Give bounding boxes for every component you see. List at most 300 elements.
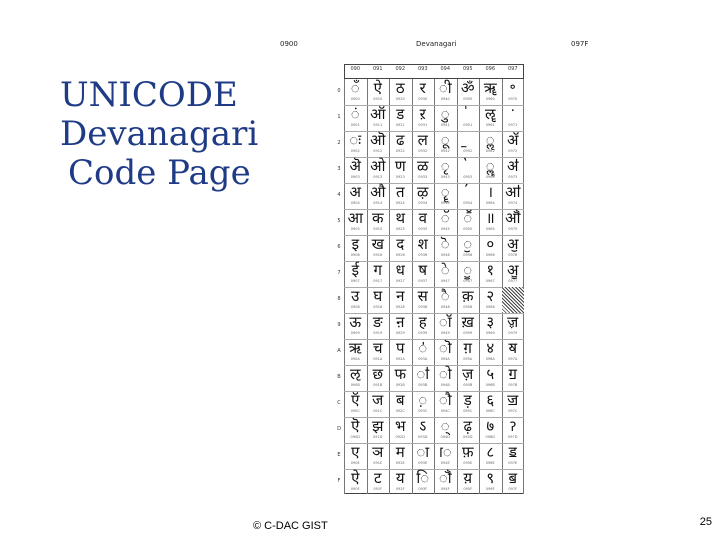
- slide-title: [60, 76, 320, 193]
- code-cell: [367, 469, 390, 495]
- glyph: ऱ: [419, 105, 426, 123]
- codepoint-label: 094F: [440, 487, 450, 491]
- codepoint-label: 095F: [463, 487, 473, 491]
- code-cell: [457, 131, 480, 157]
- glyph: ै: [440, 287, 450, 305]
- codepoint-label: 097B: [508, 383, 518, 387]
- glyph: २: [486, 287, 495, 305]
- glyph: ॥: [485, 209, 495, 227]
- code-cell: [434, 183, 457, 209]
- column-header: 092: [395, 66, 406, 72]
- codepoint-label: 0942: [440, 149, 450, 153]
- code-cell: [344, 261, 367, 287]
- code-cell: [434, 287, 457, 313]
- code-cell: [434, 209, 457, 235]
- codepoint-label: 0933: [418, 175, 428, 179]
- codepoint-label: 090A: [350, 357, 360, 361]
- code-cell: [434, 157, 457, 183]
- glyph: [457, 157, 480, 175]
- glyph: क़: [461, 287, 474, 305]
- codepoint-label: 0967: [485, 279, 495, 283]
- glyph: ऐ: [351, 469, 360, 487]
- code-cell: [367, 131, 390, 157]
- code-cell: [412, 79, 435, 105]
- glyph: य: [395, 469, 405, 487]
- code-cell: [344, 157, 367, 183]
- code-cell: [434, 261, 457, 287]
- row-label: B: [337, 374, 341, 380]
- code-cell: [367, 183, 390, 209]
- codepoint-label: 0957: [463, 279, 473, 283]
- glyph: आ: [347, 209, 363, 227]
- code-cell: [502, 235, 525, 261]
- codepoint-label: 0925: [395, 227, 405, 231]
- codepoint-label: 095E: [463, 461, 473, 465]
- codepoint-label: 0956: [463, 253, 473, 257]
- codepoint-label: 0907: [350, 279, 360, 283]
- code-cell: [344, 183, 367, 209]
- glyph: ॄ: [440, 183, 450, 201]
- glyph: ो: [438, 365, 452, 383]
- code-cell: [412, 365, 435, 391]
- glyph: ट: [373, 469, 382, 487]
- codepoint-label: 093F: [418, 487, 428, 491]
- codepoint-label: 095D: [463, 435, 473, 439]
- code-cell: [434, 391, 457, 417]
- glyph: ॏ: [438, 469, 452, 487]
- code-cell: [367, 443, 390, 469]
- glyph: ौ: [438, 391, 452, 409]
- codepoint-label: 093B: [418, 383, 428, 387]
- glyph: ङ: [372, 313, 383, 331]
- code-cell: [479, 339, 502, 365]
- code-cell: [412, 287, 435, 313]
- codepoint-label: 0902: [350, 149, 360, 153]
- glyph: ग: [373, 261, 382, 279]
- row-label: 8: [337, 296, 341, 302]
- code-cell: [367, 287, 390, 313]
- code-cell: [434, 339, 457, 365]
- codepoint-label: 0945: [440, 227, 450, 231]
- code-cell: [502, 105, 525, 131]
- code-cell: [367, 417, 390, 443]
- code-cell: [502, 469, 525, 495]
- codepoint-label: 0927: [395, 279, 405, 283]
- codepoint-label: 0921: [395, 123, 405, 127]
- row-label: 3: [337, 166, 341, 172]
- codepoint-label: 0924: [395, 201, 405, 205]
- glyph: ॵ: [505, 209, 521, 227]
- glyph: ॰: [509, 79, 516, 97]
- glyph: ॅ: [440, 209, 450, 227]
- codepoint-label: 0919: [373, 331, 383, 335]
- codepoint-label: 0905: [350, 227, 360, 231]
- code-cell: [434, 443, 457, 469]
- code-cell: [412, 209, 435, 235]
- code-cell: [389, 313, 412, 339]
- row-label: F: [337, 478, 341, 484]
- codepoint-label: 0931: [418, 123, 428, 127]
- code-cell: [479, 443, 502, 469]
- code-cell: [344, 235, 367, 261]
- glyph: ु: [440, 105, 450, 123]
- glyph: ॲ: [507, 131, 519, 149]
- glyph: ॴ: [505, 183, 521, 201]
- codepoint-label: 0977: [508, 279, 518, 283]
- codepoint-label: 0920: [395, 97, 405, 101]
- codepoint-label: 0914: [373, 201, 383, 205]
- codepoint-label: 091A: [373, 357, 383, 361]
- codepoint-label: 091B: [373, 383, 383, 387]
- codepoint-label: 091F: [373, 487, 383, 491]
- code-cell: [502, 287, 525, 313]
- glyph: ठ: [395, 79, 405, 97]
- code-cell: [412, 417, 435, 443]
- code-range-end: 097F: [571, 40, 589, 48]
- glyph: ऊ: [349, 313, 362, 331]
- glyph: ७: [486, 417, 495, 435]
- code-cell: [479, 209, 502, 235]
- glyph: [457, 105, 480, 123]
- code-cell: [344, 443, 367, 469]
- codepoint-label: 0932: [418, 149, 428, 153]
- code-cell: [389, 157, 412, 183]
- code-cell: [479, 469, 502, 495]
- glyph: ४: [486, 339, 495, 357]
- code-chart-grid: [344, 78, 524, 494]
- glyph: [457, 183, 480, 201]
- glyph: च: [372, 339, 383, 357]
- code-cell: [344, 131, 367, 157]
- codepoint-label: 096B: [485, 383, 495, 387]
- glyph: ा: [416, 443, 430, 461]
- code-cell: [367, 339, 390, 365]
- codepoint-label: 0944: [440, 201, 450, 205]
- code-cell: [479, 235, 502, 261]
- glyph: ध: [395, 261, 405, 279]
- glyph: ऐ: [373, 79, 382, 97]
- glyph: ः: [349, 131, 362, 149]
- codepoint-label: 0916: [373, 253, 383, 257]
- codepoint-label: 093E: [418, 461, 428, 465]
- code-cell: [457, 235, 480, 261]
- code-cell: [434, 105, 457, 131]
- code-cell: [412, 443, 435, 469]
- column-header: 090: [350, 66, 361, 72]
- codepoint-label: 0923: [395, 175, 405, 179]
- codepoint-label: 0959: [463, 331, 473, 335]
- glyph: ॾ: [508, 443, 517, 461]
- code-cell: [457, 105, 480, 131]
- codepoint-label: 0973: [508, 175, 518, 179]
- glyph: ब: [395, 391, 405, 409]
- glyph: क: [371, 209, 384, 227]
- codepoint-label: 094A: [440, 357, 450, 361]
- codepoint-label: 0961: [485, 123, 495, 127]
- codepoint-label: 0904: [350, 201, 360, 205]
- codepoint-label: 0928: [395, 305, 405, 309]
- codepoint-label: 0901: [350, 123, 360, 127]
- glyph: ढ़: [463, 417, 472, 435]
- glyph: ह: [418, 313, 427, 331]
- codepoint-label: 094C: [440, 409, 450, 413]
- codepoint-label: 0960: [485, 97, 495, 101]
- codepoint-label: 0930: [418, 97, 428, 101]
- codepoint-label: 097F: [508, 487, 518, 491]
- codepoint-label: 093D: [418, 435, 428, 439]
- codepoint-label: 093C: [418, 409, 428, 413]
- codepoint-label: 0910: [373, 97, 383, 101]
- code-cell: [389, 209, 412, 235]
- glyph: प: [395, 339, 405, 357]
- glyph: ॼ: [507, 391, 519, 409]
- code-cell: [457, 365, 480, 391]
- row-label: 2: [337, 140, 341, 146]
- glyph: ळ: [417, 157, 429, 175]
- glyph: ८: [486, 443, 495, 461]
- code-cell: [434, 313, 457, 339]
- block-name: Devanagari: [416, 40, 457, 48]
- glyph: े: [440, 261, 450, 279]
- glyph: ल: [417, 131, 428, 149]
- row-label: 6: [337, 244, 341, 250]
- code-cell: [389, 443, 412, 469]
- code-cell: [344, 417, 367, 443]
- glyph: ृ: [440, 157, 450, 175]
- codepoint-label: 0950: [463, 97, 473, 101]
- codepoint-label: 0964: [485, 201, 495, 205]
- code-cell: [344, 287, 367, 313]
- codepoint-label: 0939: [418, 331, 428, 335]
- codepoint-label: 0922: [395, 149, 405, 153]
- codepoint-label: 0934: [418, 201, 428, 205]
- code-cell: [412, 235, 435, 261]
- codepoint-label: 093A: [418, 357, 428, 361]
- codepoint-label: 0979: [508, 331, 518, 335]
- glyph: श: [417, 235, 428, 253]
- codepoint-label: 097D: [508, 435, 518, 439]
- codepoint-label: 0937: [418, 279, 428, 283]
- glyph: ऺ: [418, 339, 428, 357]
- codepoint-label: 090F: [350, 487, 360, 491]
- code-cell: [479, 365, 502, 391]
- glyph: ञ: [372, 443, 384, 461]
- codepoint-label: 0947: [440, 279, 450, 283]
- column-headers: [344, 66, 524, 76]
- code-cell: [457, 417, 480, 443]
- glyph: ॣ: [485, 157, 495, 175]
- codepoint-label: 090C: [350, 409, 360, 413]
- codepoint-label: 0953: [463, 175, 473, 179]
- row-label: E: [337, 452, 341, 458]
- code-cell: [502, 79, 525, 105]
- column-header: 097: [507, 66, 518, 72]
- codepoint-label: 0913: [373, 175, 383, 179]
- code-cell: [457, 261, 480, 287]
- code-cell: [502, 261, 525, 287]
- code-cell: [367, 105, 390, 131]
- glyph: ऋ: [348, 339, 362, 357]
- glyph: भ: [394, 417, 406, 435]
- glyph: ९: [486, 469, 495, 487]
- codepoint-label: 0963: [485, 175, 495, 179]
- glyph: ॖ: [463, 235, 473, 253]
- code-cell: [344, 313, 367, 339]
- codepoint-label: 0936: [418, 253, 428, 257]
- codepoint-label: 0938: [418, 305, 428, 309]
- glyph: ऒ: [370, 131, 386, 149]
- glyph: ॊ: [438, 339, 452, 357]
- codepoint-label: 096C: [485, 409, 495, 413]
- codepoint-label: 0955: [463, 227, 473, 231]
- codepoint-label: 0900: [350, 97, 360, 101]
- codepoint-label: 0974: [508, 201, 518, 205]
- codepoint-label: 0903: [350, 175, 360, 179]
- codepoint-label: 090D: [350, 435, 360, 439]
- codepoint-label: 0929: [395, 331, 405, 335]
- glyph: ॎ: [438, 443, 452, 461]
- row-label: 9: [337, 322, 341, 328]
- code-cell: [502, 157, 525, 183]
- row-label: C: [337, 400, 341, 406]
- glyph: ऎ: [351, 417, 360, 435]
- glyph: उ: [351, 287, 360, 305]
- glyph: फ़: [461, 443, 474, 461]
- glyph: ऻ: [416, 365, 430, 383]
- glyph: ण: [394, 157, 406, 175]
- glyph: ष: [418, 261, 428, 279]
- code-cell: [389, 365, 412, 391]
- glyph: ॿ: [508, 469, 518, 487]
- code-cell: [344, 391, 367, 417]
- code-cell: [412, 469, 435, 495]
- code-cell: [457, 79, 480, 105]
- code-cell: [344, 105, 367, 131]
- glyph: ॱ: [510, 105, 516, 123]
- code-cell: [502, 365, 525, 391]
- glyph: ओ: [370, 157, 386, 175]
- codepoint-label: 091D: [373, 435, 383, 439]
- code-cell: [457, 183, 480, 209]
- code-cell: [479, 157, 502, 183]
- glyph: घ: [373, 287, 383, 305]
- glyph: फ: [394, 365, 407, 383]
- codepoint-label: 0926: [395, 253, 405, 257]
- codepoint-label: 094E: [440, 461, 450, 465]
- codepoint-label: 0958: [463, 305, 473, 309]
- title-line-1: UNICODE: [60, 75, 238, 115]
- codepoint-label: 095A: [463, 357, 473, 361]
- codepoint-label: 0912: [373, 149, 383, 153]
- codepoint-label: 0972: [508, 149, 518, 153]
- row-label: 4: [337, 192, 341, 198]
- glyph: ऑ: [370, 105, 386, 123]
- footer-copyright: © C-DAC GIST: [253, 520, 328, 532]
- codepoint-label: 0951: [463, 123, 473, 127]
- row-label: 0: [337, 88, 341, 94]
- glyph: ॹ: [507, 313, 519, 331]
- codepoint-label: 0935: [418, 227, 428, 231]
- glyph: अ: [349, 183, 361, 201]
- code-cell: [412, 391, 435, 417]
- glyph: त: [395, 183, 405, 201]
- title-line-3: Code Page: [68, 153, 251, 193]
- glyph: ढ: [396, 131, 405, 149]
- codepoint-label: 0976: [508, 253, 518, 257]
- glyph: स: [417, 287, 428, 305]
- codepoint-label: 096E: [485, 461, 495, 465]
- code-cell: [344, 469, 367, 495]
- glyph: ू: [440, 131, 450, 149]
- code-cell: [367, 157, 390, 183]
- code-cell: [389, 469, 412, 495]
- column-header: 093: [417, 66, 428, 72]
- code-cell: [389, 339, 412, 365]
- code-cell: [412, 313, 435, 339]
- page-number: 25: [699, 516, 712, 528]
- glyph: ऄ: [349, 157, 361, 175]
- codepoint-label: 0917: [373, 279, 383, 283]
- code-cell: [412, 183, 435, 209]
- codepoint-label: 096D: [485, 435, 495, 439]
- codepoint-label: 0962: [485, 149, 495, 153]
- codepoint-label: 092C: [395, 409, 405, 413]
- codepoint-label: 0911: [373, 123, 383, 127]
- codepoint-label: 0941: [440, 123, 450, 127]
- row-label: A: [337, 348, 341, 354]
- glyph: ़: [418, 391, 428, 409]
- glyph: १: [486, 261, 495, 279]
- code-cell: [434, 79, 457, 105]
- row-label: 5: [337, 218, 341, 224]
- code-cell: [502, 131, 525, 157]
- code-cell: [502, 313, 525, 339]
- title-line-2: Devanagari: [60, 114, 259, 154]
- glyph: व: [418, 209, 427, 227]
- code-cell: [434, 469, 457, 495]
- glyph: म: [395, 443, 405, 461]
- glyph: ॡ: [485, 105, 496, 123]
- codepoint-label: 096F: [485, 487, 495, 491]
- glyph: ई: [351, 261, 359, 279]
- code-cell: [457, 469, 480, 495]
- code-cell: [434, 365, 457, 391]
- glyph: न: [396, 287, 405, 305]
- glyph: ॻ: [508, 365, 517, 383]
- codepoint-label: 097C: [508, 409, 518, 413]
- code-cell: [344, 339, 367, 365]
- codepoint-label: 0954: [463, 201, 473, 205]
- glyph: इ: [351, 235, 359, 253]
- codepoint-label: 0908: [350, 305, 360, 309]
- code-cell: [344, 365, 367, 391]
- code-cell: [412, 105, 435, 131]
- codepoint-label: 091C: [373, 409, 383, 413]
- glyph: ऌ: [350, 365, 361, 383]
- glyph: ्: [440, 417, 450, 435]
- code-cell: [479, 417, 502, 443]
- code-cell: [479, 391, 502, 417]
- code-cell: [479, 261, 502, 287]
- code-cell: [502, 417, 525, 443]
- row-label: 1: [337, 114, 341, 120]
- row-labels: [334, 78, 344, 494]
- code-cell: [457, 391, 480, 417]
- code-cell: [367, 391, 390, 417]
- code-cell: [389, 287, 412, 313]
- code-cell: [502, 391, 525, 417]
- code-cell: [367, 79, 390, 105]
